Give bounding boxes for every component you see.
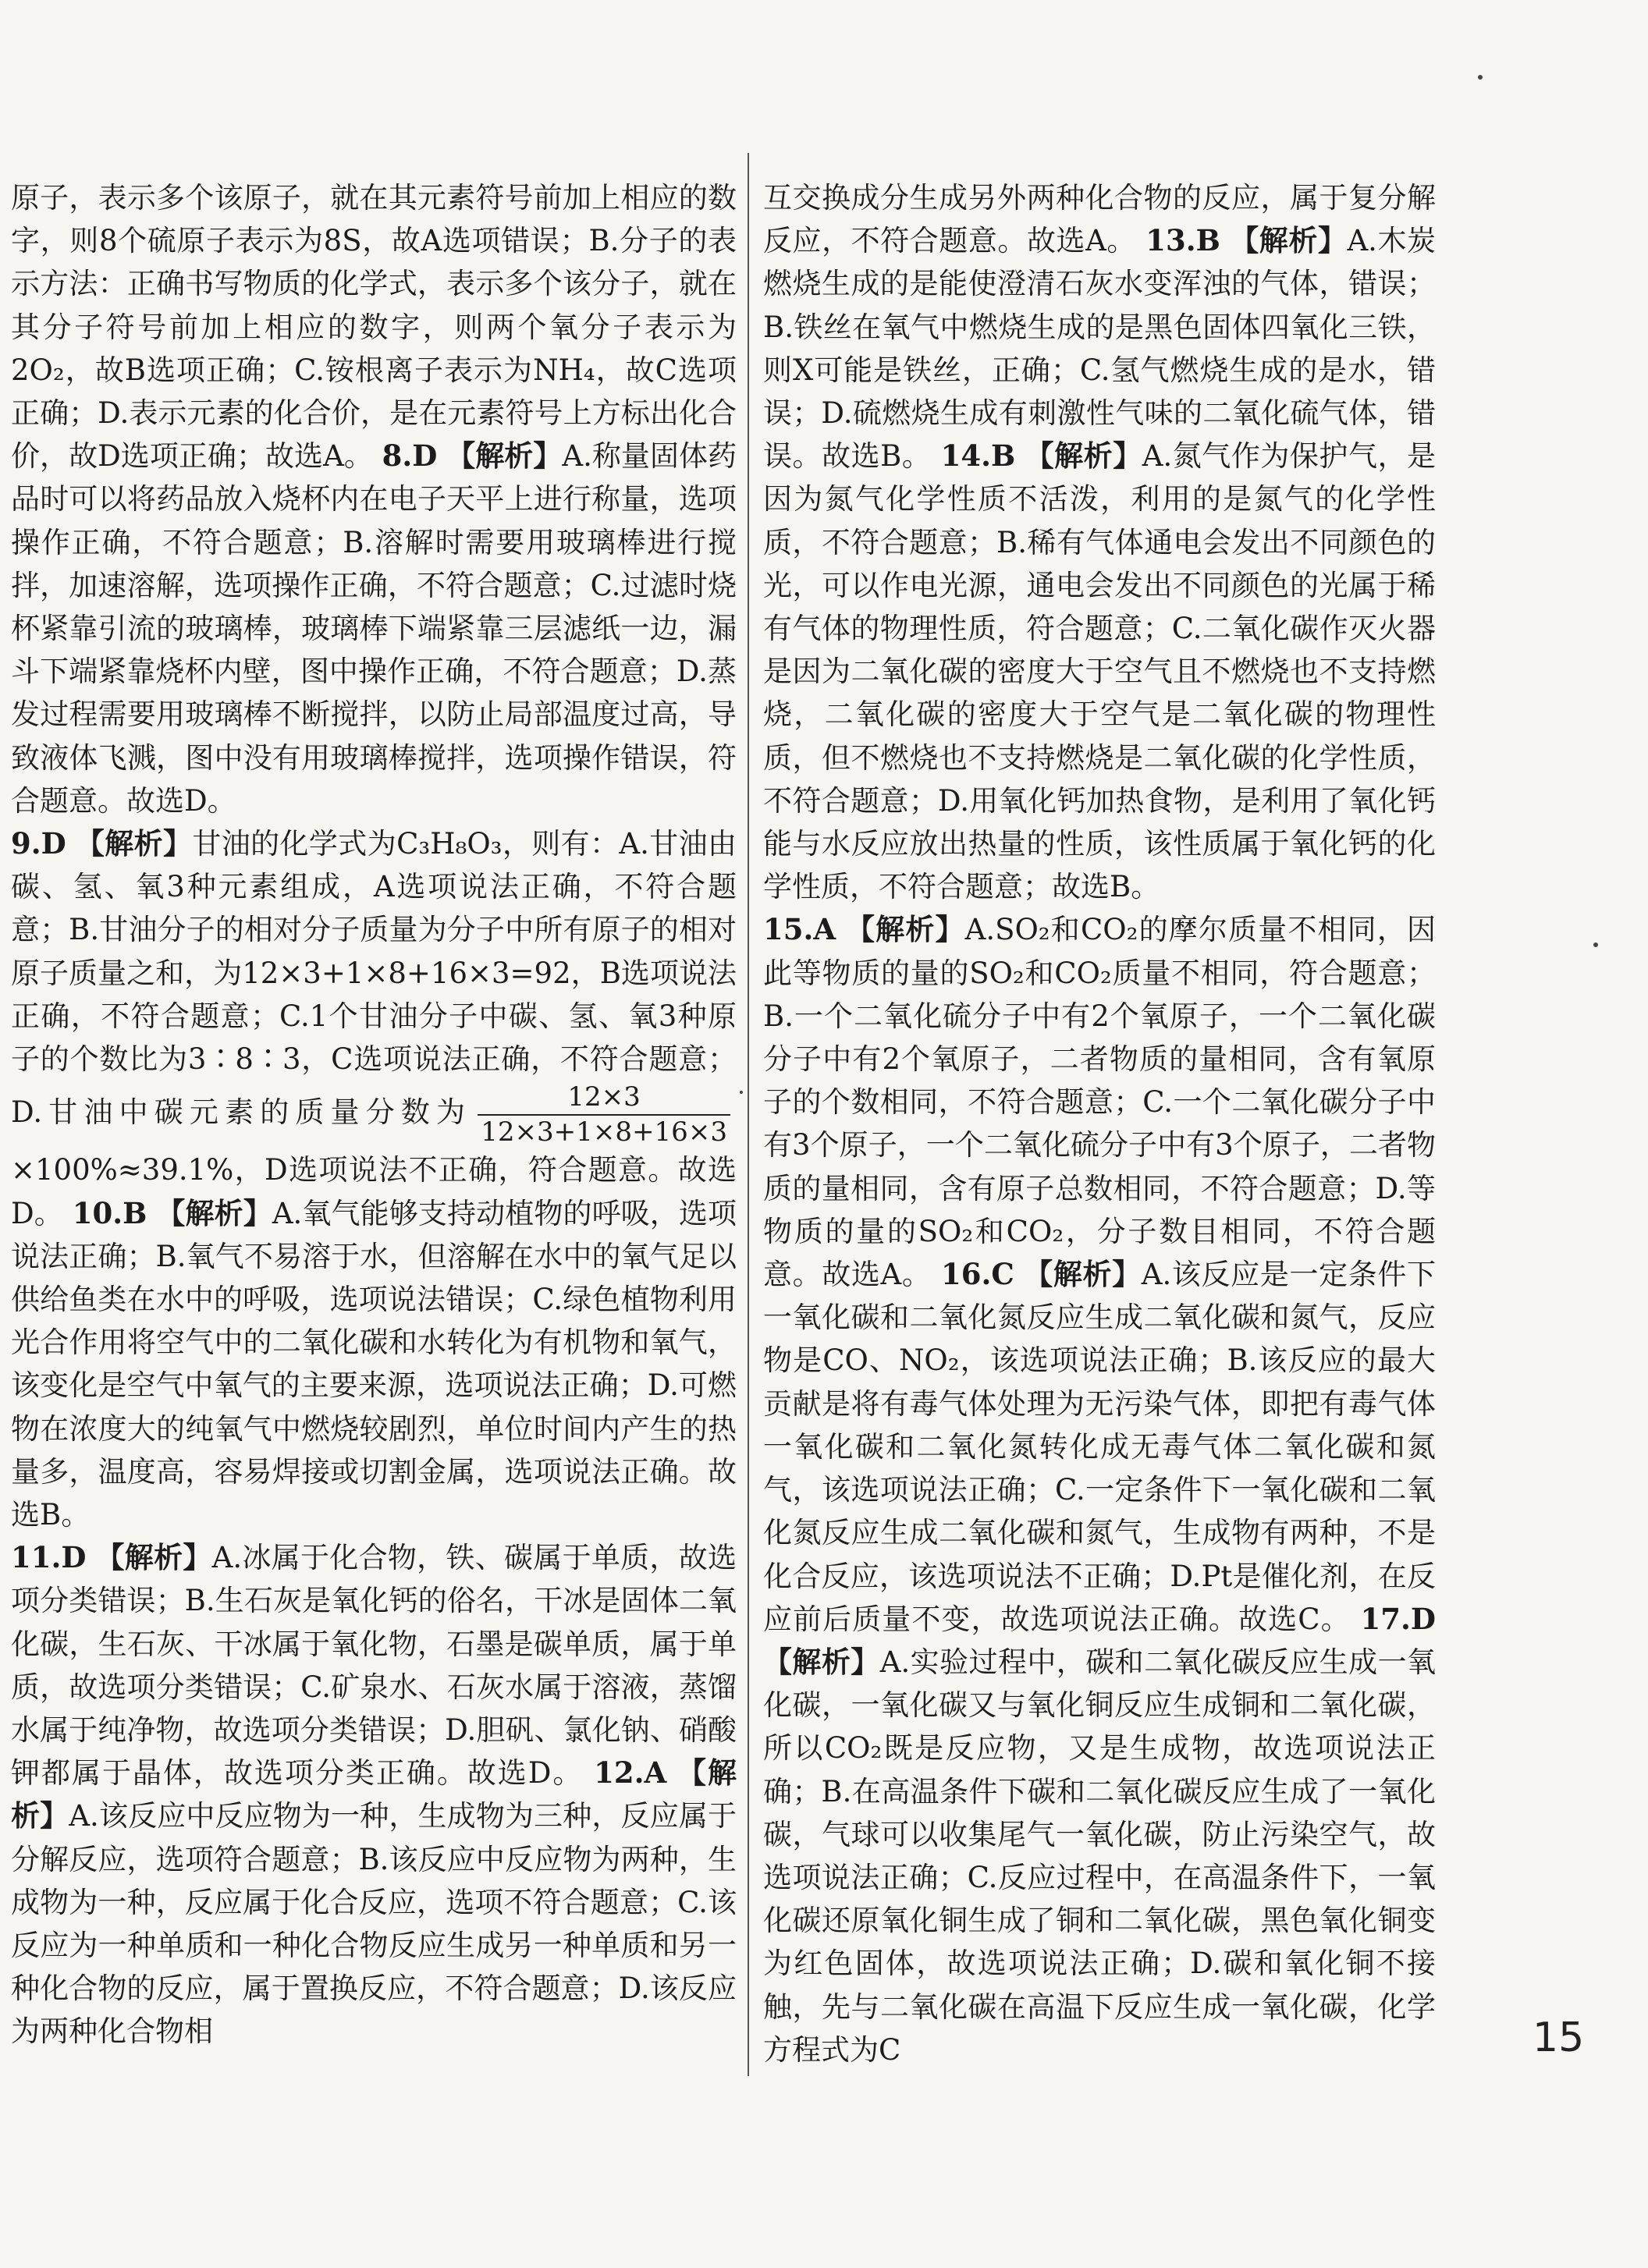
paragraph-continuation bbox=[763, 176, 1436, 908]
question-15-text: A.SO₂和CO₂的摩尔质量不相同，因此等物质的量的SO₂和CO₂质量不相同，符合题意；B.一个二氧化硫分子中有2个氧原子，一个二氧化碳分子中有2个氧原子，二者物质的量相同，含有氧原子的个数相同，不符合题意；C.一个二氧化碳分子中有3个原子，一个二氧化硫分子中有3个原子，二者物质的量相同，含有原子总数相同，不符合题意；D.等物质的量的SO₂和CO₂，分子数目相同，不符合题意。故选A。 bbox=[763, 913, 1436, 1292]
question-16-label: 16.C bbox=[940, 1257, 1014, 1292]
analysis-tag: 【解析】 bbox=[95, 1540, 212, 1575]
question-17-text: A.实验过程中，碳和二氧化碳反应生成一氧化碳，一氧化碳又与氧化铜反应生成铜和二氧化碳，所以CO₂既是反应物，又是生成物，故选项说法正确；B.在高温条件下碳和二氧化碳反应生成了一氧化碳，气球可以收集尾气一氧化碳，防止污染空气，故选项说法正确；C.反应过程中，在高温条件下，一氧化碳还原氧化铜生成了铜和二氧化碳，黑色氧化铜变为红色固体，故选项说法正确；D.碳和氧化铜不接触，先与二氧化碳在高温下反应生成一氧化碳，化学方程式为C bbox=[763, 1645, 1437, 2067]
left-column bbox=[11, 176, 737, 2053]
question-10-label: 10.B bbox=[72, 1195, 147, 1230]
scan-speck bbox=[1593, 942, 1598, 947]
analysis-tag: 【解析】 bbox=[75, 826, 193, 861]
question-12-label: 12.A bbox=[594, 1755, 667, 1791]
page-number: 15 bbox=[1533, 2014, 1585, 2061]
text-block: 原子，表示多个该原子，就在其元素符号前加上相应的数字，则8个硫原子表示为8S，故A选项错误；B.分子的表示方法：正确书写物质的化学式，表示多个该分子，就在其分子符号前加上相应的数字，则两个氧分子表示为2O₂，故B选项正确；C.铵根离子表示为NH₄，故C选项正确；D.表示元素的化合价，是在元素符号上方标出化合价，故D选项正确；故选A。 bbox=[11, 181, 737, 474]
question-9-text: 甘油的化学式为C₃H₈O₃，则有：A.甘油由碳、氢、氧3种元素组成，A选项说法正确，不符合题意；B.甘油分子的相对分子质量为分子中所有原子的相对原子质量之和，为12×3+1×8+16×3=92，B选项说法正确，不符合题意；C.1个甘油分子中碳、氢、氧3种原子的个数比为3∶8∶3，C选项说法正确，不符合题意；D.甘油中碳元素的质量分数为 bbox=[11, 827, 737, 1130]
question-8-text: A.称量固体药品时可以将药品放入烧杯内在电子天平上进行称量，选项操作正确，不符合题意；B.溶解时需要用玻璃棒进行搅拌，加速溶解，选项操作正确，不符合题意；C.过滤时烧杯紧靠引流的玻璃棒，玻璃棒下端紧靠三层滤纸一边，漏斗下端紧靠烧杯内壁，图中操作正确，不符合题意；D.蒸发过程需要用玻璃棒不断搅拌，以防止局部温度过高，导致液体飞溅，图中没有用玻璃棒搅拌，选项操作错误，符合题意。故选D。 bbox=[11, 439, 737, 818]
question-11 bbox=[11, 1536, 737, 2053]
scan-speck bbox=[1478, 75, 1483, 80]
analysis-tag: 【解析】 bbox=[446, 438, 563, 474]
fraction-denominator: 12×3+1×8+16×3 bbox=[481, 1116, 727, 1148]
question-13-text: A.木炭燃烧生成的是能使澄清石灰水变浑浊的气体，错误；B.铁丝在氧气中燃烧生成的是黑色固体四氧化三铁，则X可能是铁丝，正确；C.氢气燃烧生成的是水，错误；D.硫燃烧生成有刺激性气味的二氧化硫气体，错误。故选B。 bbox=[763, 224, 1437, 474]
analysis-tag: 【解析】 bbox=[156, 1195, 272, 1230]
analysis-tag: 【解析】 bbox=[846, 912, 965, 947]
analysis-tag: 【解析】 bbox=[11, 1755, 737, 1833]
analysis-tag: 【解析】 bbox=[1025, 438, 1142, 474]
fraction-numerator: 12×3 bbox=[478, 1081, 730, 1116]
question-15-label: 15.A bbox=[763, 912, 836, 947]
question-11-text: A.冰属于化合物，铁、碳属于单质，故选项分类错误；B.生石灰是氧化钙的俗名，干冰是固体二氧化碳，生石灰、干冰属于氧化物，石墨是碳单质，属于单质，故选项分类错误；C.矿泉水、石灰水属于溶液，蒸馏水属于纯净物，故选项分类错误；D.胆矾、氯化钠、硝酸钾都属于晶体，故选项分类正确。故选D。 bbox=[11, 1541, 737, 1791]
scan-speck bbox=[740, 1091, 743, 1094]
fraction bbox=[478, 1081, 730, 1148]
question-11-label: 11.D bbox=[11, 1540, 87, 1575]
question-14-label: 14.B bbox=[940, 438, 1016, 474]
question-9 bbox=[11, 822, 737, 1536]
paragraph-continuation bbox=[11, 176, 737, 822]
column-divider bbox=[748, 153, 749, 2076]
question-10-text: A.氧气能够支持动植物的呼吸，选项说法正确；B.氧气不易溶于水，但溶解在水中的氧气足以供给鱼类在水中的呼吸，选项说法错误；C.绿色植物利用光合作用将空气中的二氧化碳和水转化为有机物和氧气，该变化是空气中氧气的主要来源，选项说法正确；D.可燃物在浓度大的纯氧气中燃烧较剧烈，单位时间内产生的热量多，温度高，容易焊接或切割金属，选项说法正确。故选B。 bbox=[11, 1196, 737, 1532]
question-16-text: A.该反应是一定条件下一氧化碳和二氧化氮反应生成二氧化碳和氮气，反应物是CO、NO₂，该选项说法正确；B.该反应的最大贡献是将有毒气体处理为无污染气体，即把有毒气体一氧化碳和二氧化氮转化成无毒气体二氧化碳和氮气，该选项说法正确；C.一定条件下一氧化碳和二氧化氮反应生成二氧化碳和氮气，生成物有两种，不是化合反应，该选项说法不正确；D.Pt是催化剂，在反应前后质量不变，故选项说法正确。故选C。 bbox=[763, 1258, 1436, 1636]
question-15 bbox=[763, 908, 1436, 2071]
analysis-tag: 【解析】 bbox=[763, 1644, 880, 1679]
question-9-text-end: ×100%≈39.1%，D选项说法不正确，符合题意。故选D。 bbox=[11, 1153, 737, 1230]
question-8-label: 8.D bbox=[382, 438, 438, 474]
right-column bbox=[763, 176, 1436, 2071]
question-14-text: A.氮气作为保护气，是因为氮气化学性质不活泼，利用的是氮气的化学性质，不符合题意；B.稀有气体通电会发出不同颜色的光，可以作电光源，通电会发出不同颜色的光属于稀有气体的物理性质，符合题意；C.二氧化碳作灭火器是因为二氧化碳的密度大于空气且不燃烧也不支持燃烧，二氧化碳的密度大于空气是二氧化碳的物理性质，但不燃烧也不支持燃烧是二氧化碳的化学性质，不符合题意；D.用氧化钙加热食物，是利用了氧化钙能与水反应放出热量的性质，该性质属于氧化钙的化学性质，不符合题意；故选B。 bbox=[763, 439, 1436, 904]
question-13-label: 13.B bbox=[1145, 223, 1220, 258]
question-12-text: A.该反应中反应物为一种，生成物为三种，反应属于分解反应，选项符合题意；B.该反应中反应物为两种，生成物为一种，反应属于化合反应，选项不符合题意；C.该反应为一种单质和一种化合物反应生成另一种单质和另一种化合物的反应，属于置换反应，不符合题意；D.该反应为两种化合物相 bbox=[11, 1799, 737, 2049]
text-block: 互交换成分生成另外两种化合物的反应，属于复分解反应，不符合题意。故选A。 bbox=[763, 181, 1436, 258]
analysis-tag: 【解析】 bbox=[1230, 223, 1348, 258]
question-9-label: 9.D bbox=[11, 826, 66, 861]
question-17-label: 17.D bbox=[1360, 1601, 1437, 1636]
analysis-tag: 【解析】 bbox=[1024, 1257, 1142, 1292]
